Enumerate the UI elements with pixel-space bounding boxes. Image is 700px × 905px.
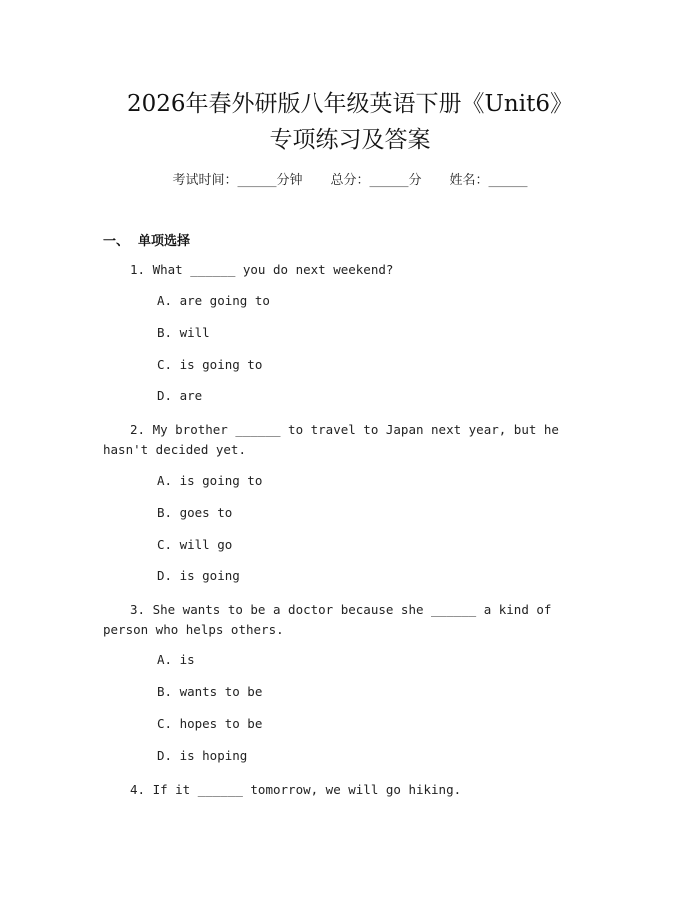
question-text: 1. What ______ you do next weekend?: [130, 262, 394, 277]
option-c: C. is going to: [157, 357, 263, 372]
exam-score-field: 总分：______分: [330, 173, 422, 188]
option-d: D. is going: [157, 568, 240, 583]
option-c: C. will go: [157, 537, 233, 552]
option-a: A. is: [157, 652, 195, 667]
option-b: B. will: [157, 325, 210, 340]
exam-time-field: 考试时间：______分钟: [172, 173, 303, 188]
question-item: 3. She wants to be a doctor because she ______ a kind of person who helps others.: [103, 602, 552, 637]
question-item: 2. My brother ______ to travel to Japan next year, but he hasn't decided yet.: [103, 422, 559, 457]
question-item: 4. If it ______ tomorrow, we will go hiking.: [130, 782, 462, 797]
option-b: B. goes to: [157, 505, 233, 520]
exam-meta-line: [0, 169, 700, 188]
option-a: A. is going to: [157, 473, 263, 488]
option-b: B. wants to be: [157, 684, 263, 699]
option-d: D. is hoping: [157, 748, 248, 763]
document-title-line-2: 专项练习及答案: [269, 127, 431, 153]
section-heading: 一、 单项选择: [103, 234, 191, 249]
option-c: C. hopes to be: [157, 716, 263, 731]
question-item: [103, 260, 600, 280]
exam-name-field: 姓名：______: [449, 173, 528, 188]
option-a: A. are going to: [157, 293, 270, 308]
document-title-line-1: 2026年春外研版八年级英语下册《Unit6》: [127, 91, 573, 117]
option-d: D. are: [157, 388, 203, 403]
